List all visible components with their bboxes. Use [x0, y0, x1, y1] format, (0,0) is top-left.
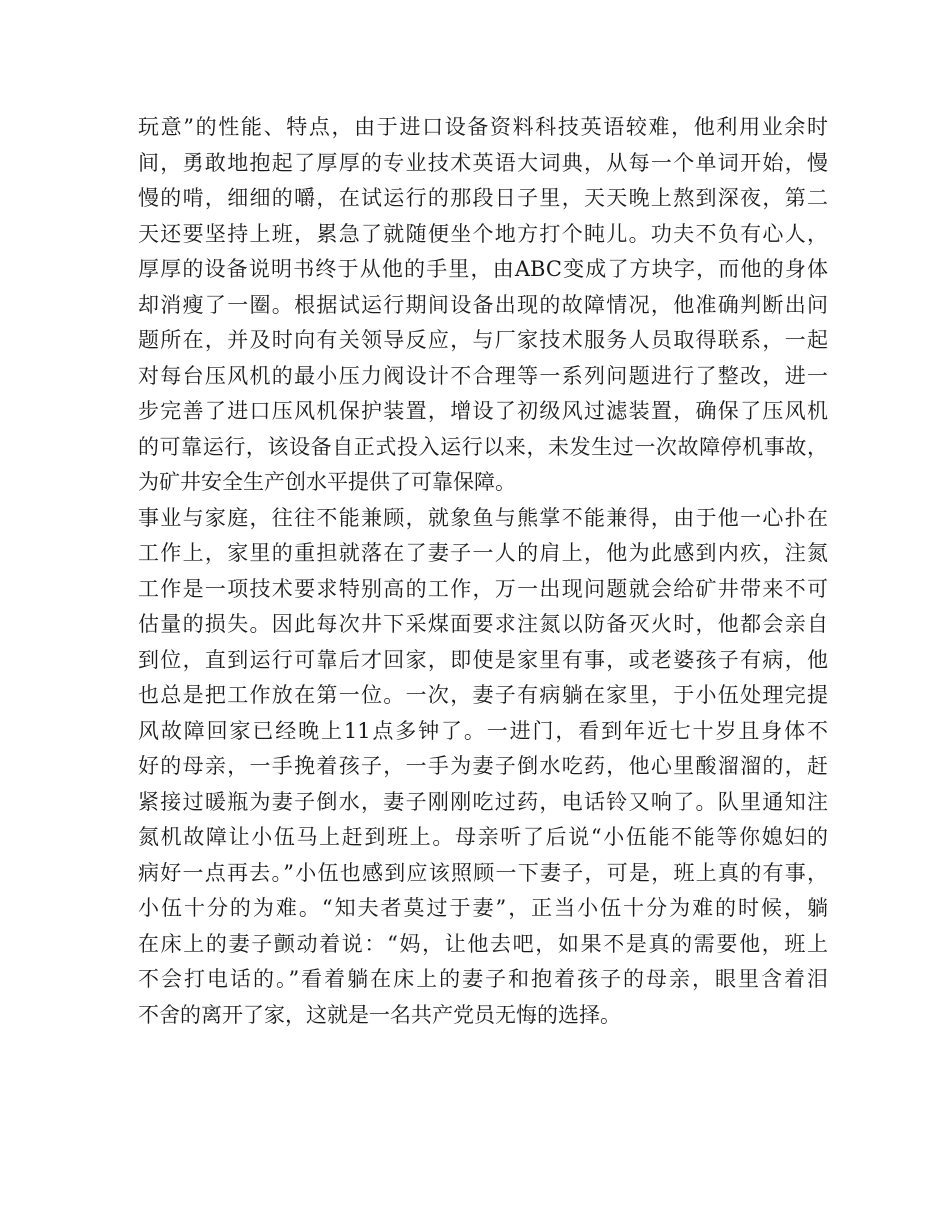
text-line: 天还要坚持上班，累急了就随便坐个地方打个盹儿。功夫不负有心人， [138, 221, 828, 246]
text-line: 估量的损失。因此每次井下采煤面要求注氮以防备灭火时，他都会亲自 [138, 612, 828, 636]
text-line: 在床上的妻子颤动着说：“妈，让他去吧，如果不是真的需要他，班上 [138, 931, 828, 956]
text-line: 也总是把工作放在第一位。一次，妻子有病躺在家里，于小伍处理完提 [138, 683, 828, 707]
text-line: 不会打电话的。”看着躺在床上的妻子和抱着孩子的母亲，眼里含着泪 [138, 967, 828, 991]
text-line: 风故障回家已经晚上11点多钟了。一进门，看到年近七十岁且身体不 [138, 718, 828, 743]
text-line: 间，勇敢地抱起了厚厚的专业技术英语大词典，从每一个单词开始，慢 [138, 150, 828, 175]
paragraph-2 [138, 501, 828, 1034]
text-line: 慢的啃，细细的嚼，在试运行的那段日子里，天天晚上熬到深夜，第二 [138, 186, 828, 210]
text-line: 氮机故障让小伍马上赶到班上。母亲听了后说“小伍能不能等你媳妇的 [138, 825, 828, 849]
text-line: 工作是一项技术要求特别高的工作，万一出现问题就会给矿井带来不可 [138, 576, 828, 601]
text-line: 病好一点再去。”小伍也感到应该照顾一下妻子，可是，班上真的有事， [138, 860, 828, 885]
paragraph-1 [138, 110, 828, 501]
text-line: 厚厚的设备说明书终于从他的手里，由ABC变成了方块字，而他的身体 [138, 257, 828, 281]
text-line: 工作上，家里的重担就落在了妻子一人的肩上，他为此感到内疚，注氮 [138, 541, 828, 565]
text-line: 玩意”的性能、特点，由于进口设备资料科技英语较难，他利用业余时 [138, 115, 828, 139]
text-line: 不舍的离开了家，这就是一名共产党员无悔的选择。 [138, 1002, 621, 1027]
text-line: 的可靠运行，该设备自正式投入运行以来，未发生过一次故障停机事故， [138, 434, 828, 459]
text-line: 却消瘦了一圈。根据试运行期间设备出现的故障情况，他准确判断出问 [138, 292, 828, 317]
text-line: 题所在，并及时向有关领导反应，与厂家技术服务人员取得联系，一起 [138, 328, 828, 352]
body-text [138, 110, 828, 1033]
text-line: 小伍十分的为难。“知夫者莫过于妻”，正当小伍十分为难的时候，躺 [138, 896, 828, 920]
text-line: 好的母亲，一手挽着孩子，一手为妻子倒水吃药，他心里酸溜溜的，赶 [138, 754, 828, 778]
text-line: 紧接过暖瓶为妻子倒水，妻子刚刚吃过药，电话铃又响了。队里通知注 [138, 789, 828, 814]
text-line: 事业与家庭，往往不能兼顾，就象鱼与熊掌不能兼得，由于他一心扑在 [138, 505, 828, 530]
text-line: 到位，直到运行可靠后才回家，即使是家里有事，或老婆孩子有病，他 [138, 647, 828, 672]
text-line: 为矿井安全生产创水平提供了可靠保障。 [138, 470, 516, 494]
text-line: 对每台压风机的最小压力阀设计不合理等一系列问题进行了整改，进一 [138, 363, 828, 388]
text-line: 步完善了进口压风机保护装置，增设了初级风过滤装置，确保了压风机 [138, 399, 828, 423]
